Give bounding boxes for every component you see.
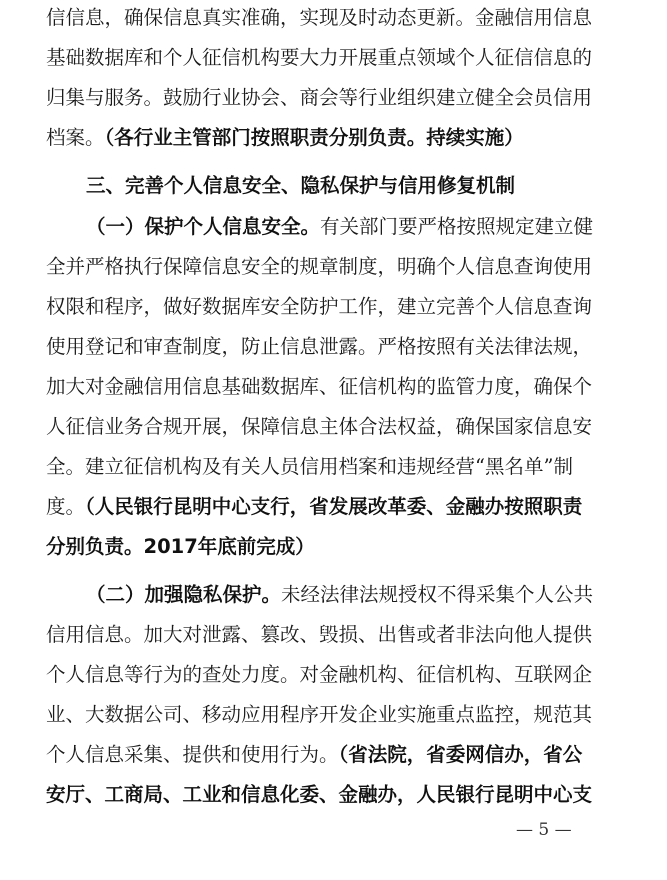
text-line — [46, 533, 626, 561]
regular-text: 基础数据库和个人征信机构要大力开展重点领域个人征信信息的 — [46, 46, 593, 69]
text-line — [86, 581, 666, 609]
text-line — [46, 373, 626, 401]
regular-text: 归集与服务。鼓励行业协会、商会等行业组织建立健全会员信用 — [46, 86, 593, 109]
text-line — [46, 124, 626, 152]
regular-text: 人征信业务合规开展，保障信息主体合法权益，确保国家信息安 — [46, 415, 593, 438]
regular-text: 业、大数据公司、移动应用程序开发企业实施重点监控，规范其 — [46, 703, 593, 726]
bold-text: （二）加强隐私保护。 — [86, 583, 282, 606]
bold-text: 安厅、工商局、工业和信息化委、金融办，人民银行昆明中心支 — [46, 783, 593, 806]
text-line — [46, 741, 626, 769]
text-line — [46, 661, 626, 689]
regular-text: 信信息，确保信息真实准确，实现及时动态更新。金融信用信息 — [46, 6, 593, 29]
text-line — [46, 44, 626, 72]
text-line — [46, 493, 626, 521]
text-line — [46, 453, 626, 481]
regular-text: 档案。 — [46, 126, 105, 149]
regular-text: 个人信息采集、提供和使用行为。 — [46, 743, 339, 766]
page-number: — 5 — — [516, 820, 572, 840]
bold-text: 三、完善个人信息安全、隐私保护与信用修复机制 — [86, 174, 516, 197]
bold-text: （人民银行昆明中心支行，省发展改革委、金融办按照职责 — [85, 495, 583, 518]
regular-text: 全。建立征信机构及有关人员信用档案和违规经营“黑名单”制 — [46, 455, 573, 478]
text-line — [86, 213, 666, 241]
regular-text: 度。 — [46, 495, 86, 518]
text-line — [46, 701, 626, 729]
text-line — [46, 413, 626, 441]
bold-text: （各行业主管部门按照职责分别负责。持续实施） — [104, 126, 524, 149]
regular-text: 加大对金融信用信息基础数据库、征信机构的监管力度，确保个 — [46, 375, 593, 398]
regular-text: 未经法律法规授权不得采集个人公共 — [281, 583, 594, 606]
regular-text: 全并严格执行保障信息安全的规章制度，明确个人信息查询使用 — [46, 255, 593, 278]
text-line — [46, 293, 626, 321]
text-line — [46, 253, 626, 281]
bold-text: 分别负责。2017年底前完成） — [46, 535, 315, 558]
section-heading — [86, 172, 666, 200]
bold-text: （一）保护个人信息安全。 — [86, 215, 321, 238]
regular-text: 权限和程序，做好数据库安全防护工作，建立完善个人信息查询 — [46, 295, 593, 318]
bold-text: （省法院，省委网信办，省公 — [338, 743, 583, 766]
regular-text: 个人信息等行为的查处力度。对金融机构、征信机构、互联网企 — [46, 663, 593, 686]
text-line — [46, 4, 626, 32]
regular-text: 有关部门要严格按照规定建立健 — [320, 215, 594, 238]
regular-text: 使用登记和审查制度，防止信息泄露。严格按照有关法律法规， — [46, 335, 593, 358]
regular-text: 信用信息。加大对泄露、篡改、毁损、出售或者非法向他人提供 — [46, 623, 593, 646]
text-line — [46, 333, 626, 361]
text-line — [46, 621, 626, 649]
text-line — [46, 781, 626, 809]
text-line — [46, 84, 626, 112]
